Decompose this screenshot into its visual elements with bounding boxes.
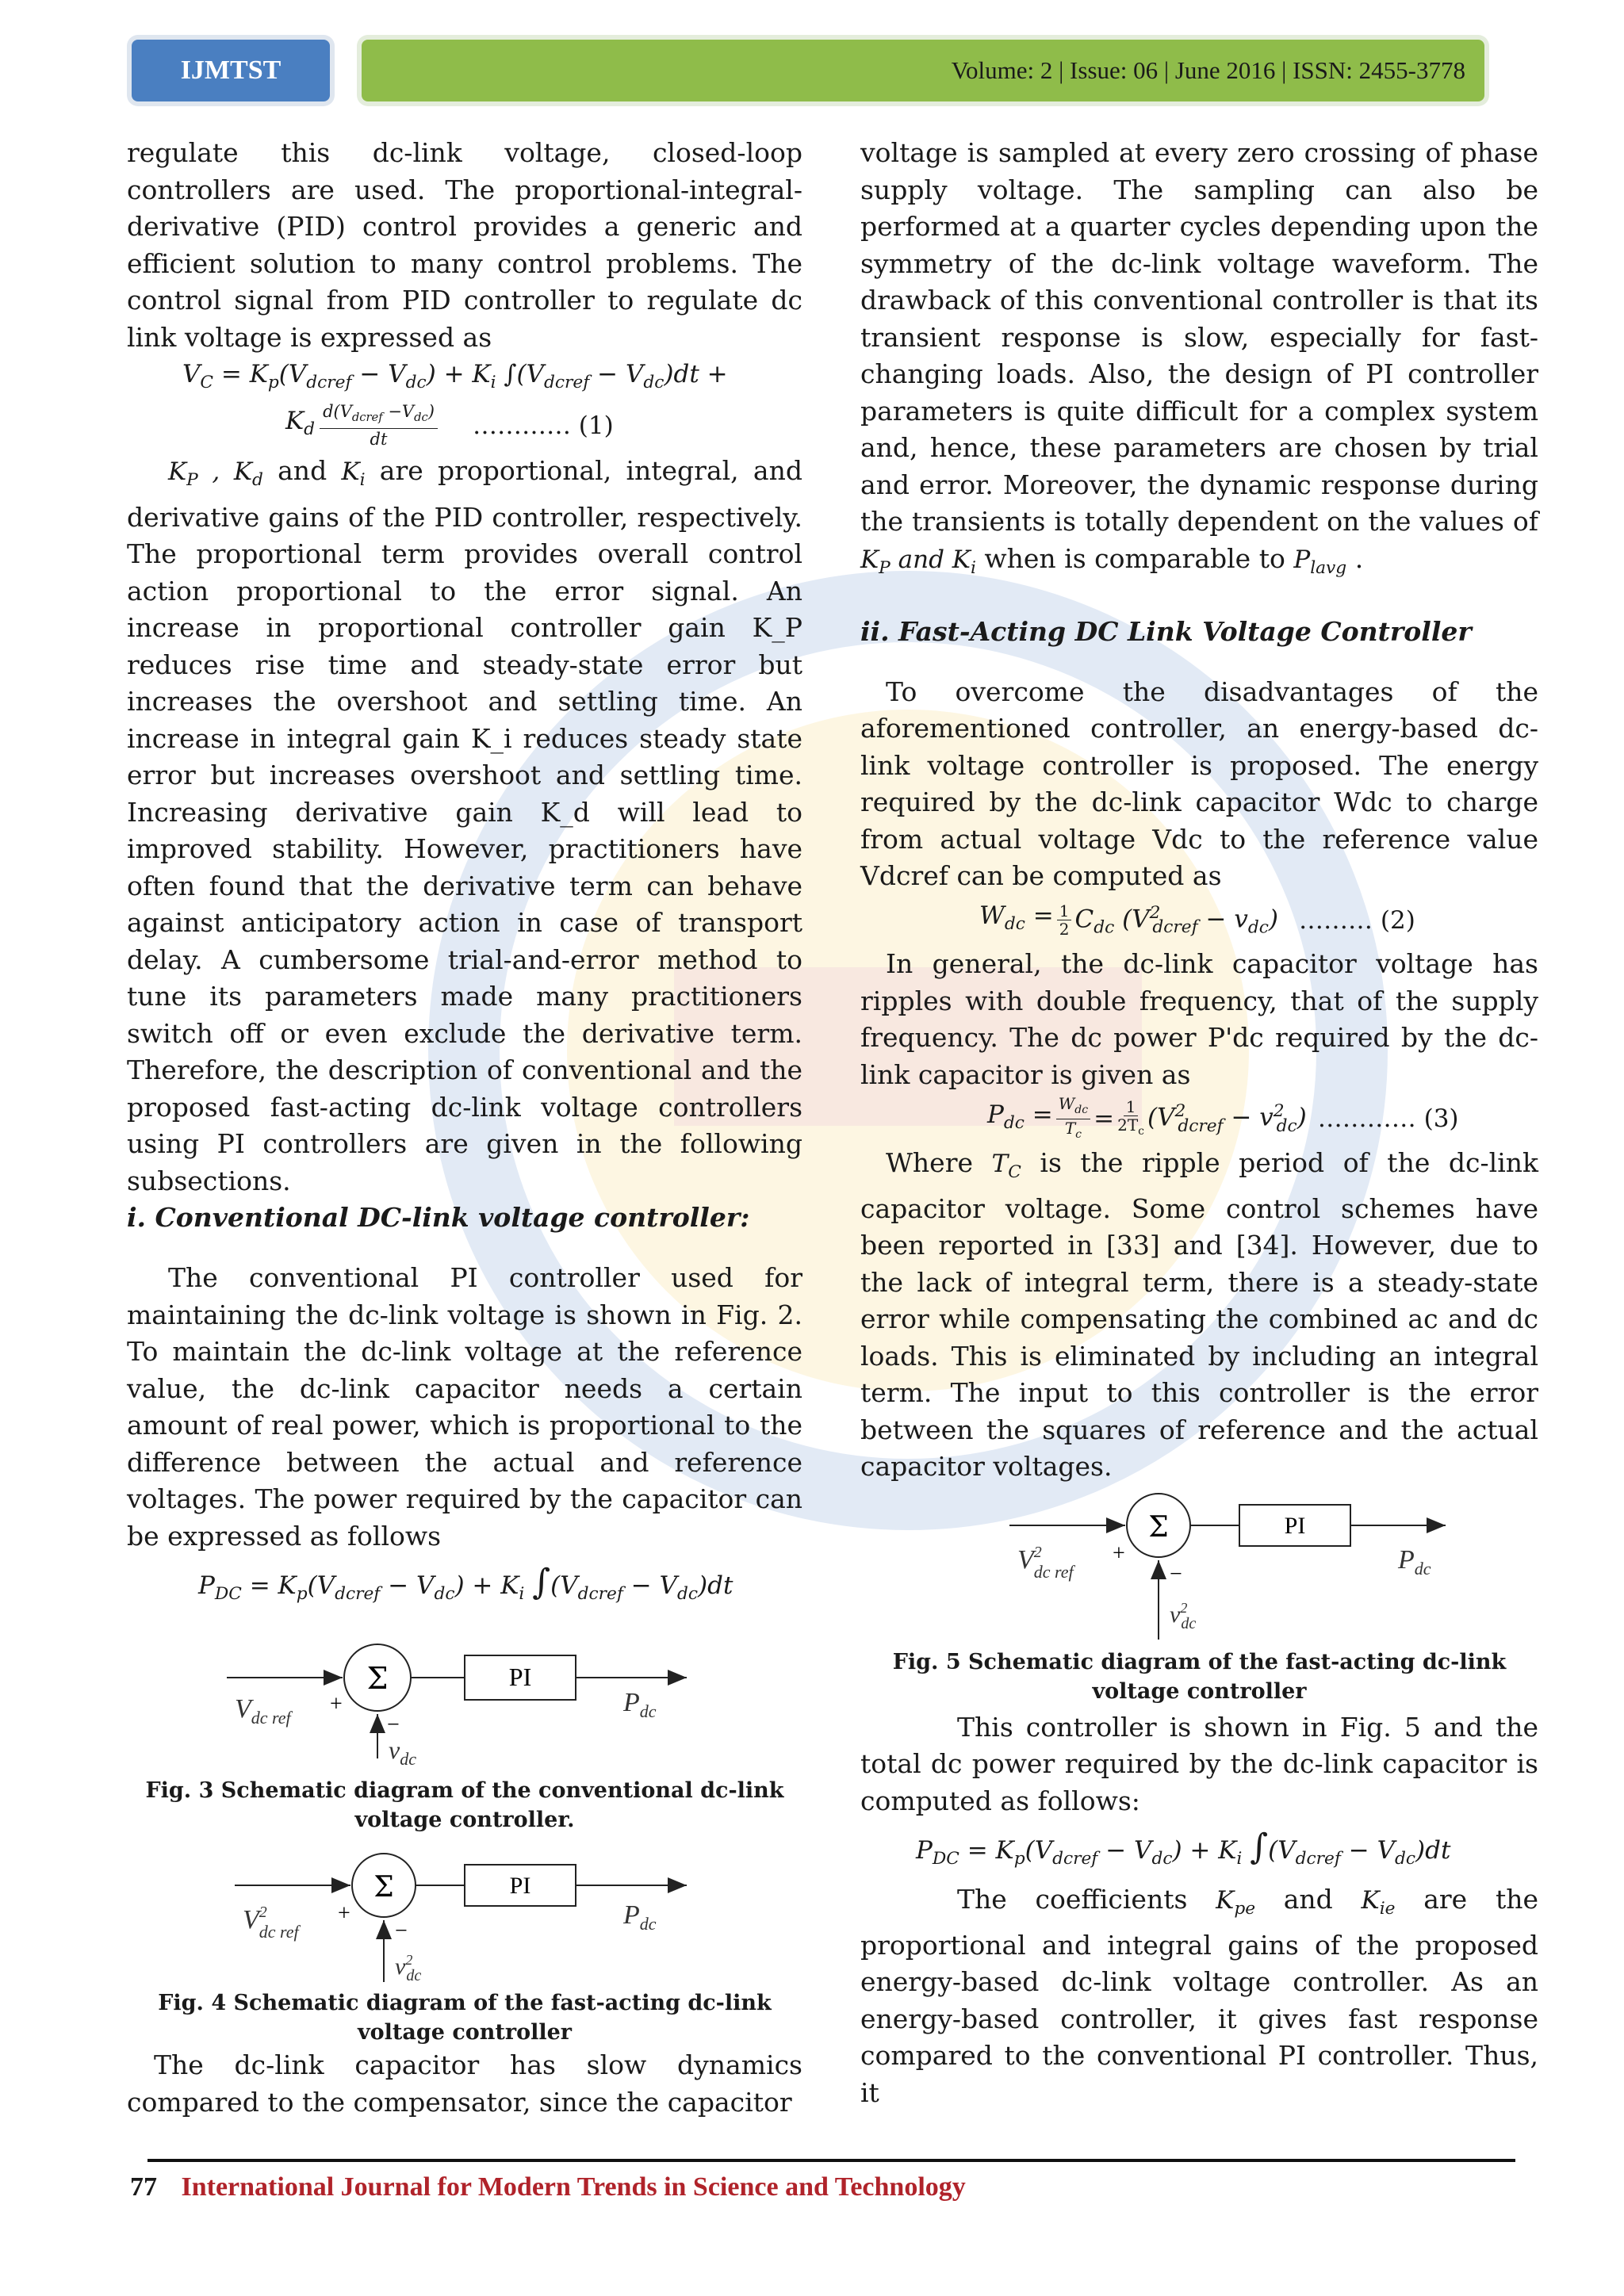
sum-symbol: Σ	[366, 1661, 389, 1697]
svg-text:v2dc: $v^2$ dc	[395, 1952, 422, 1984]
svg-text:V2dc ref: $V^2$ dc ref	[1017, 1543, 1074, 1582]
equation-1: $V_C = K_p(V_{dcref} - V_{dc}) + K_i$ $\int(V_{dcref} - V_{dc})dt$ +	[182, 360, 728, 393]
journal-name: International Journal for Modern Trends in Science and Technology	[181, 2172, 966, 2202]
svg-text:−: −	[395, 1919, 408, 1944]
journal-abbreviation: IJMTST	[132, 40, 330, 101]
equation-3: $P_{dc}$ = $W_{dc}$ $T_c$ = $\frac{1}{2T_c}$ $(V^2_{dcref} - v^2_{dc})$ ………… (3)	[987, 1093, 1459, 1141]
paragraph: voltage is sampled at every zero crossing of phase supply voltage. The sampling can also be performed at a quarter cycles depending upon the symmetry of the dc-link voltage waveform. The drawback of this conventional controller is that its transient response is slow, especially for fast-changing loads. Also, the design of PI controller parameters is quite difficult for a complex system and, hence, these parameters are chosen by trial and error. Moreover, the dynamic response during the transients is totally dependent on the values of $K_P$ and $K_i$ when is comparable to $P_{lavg}$ .	[860, 137, 1538, 578]
fig4-diagram	[211, 1849, 718, 1984]
equation-1-cont: $K_d$ $d(V_{dcref} -V_{dc})$ dt ………… (1)	[285, 402, 614, 450]
paragraph: Where $T_C$ is the ripple period of the dc-link capacitor voltage. Some control schemes have been reported in [33] and [34]. However, due to the lack of integral term, there is a steady-state error while compensating the combined ac and dc loads. This is eliminated by including an integral term. The input to this controller is the error between the squares of reference and the actual capacitor voltages.	[860, 1146, 1538, 1483]
paragraph: To overcome the disadvantages of the aforementioned controller, an energy-based dc-link voltage controller is proposed. The energy required by the dc-link capacitor Wdc to charge from actual voltage Vdc to the reference value Vdcref can be computed as	[860, 675, 1538, 892]
svg-text:+: +	[338, 1901, 350, 1927]
equation-pdc-2: $P_{DC} = K_p(V_{dcref} - V_{dc}) + K_i$ $\int(V_{dcref} - V_{dc})dt$	[916, 1827, 1451, 1869]
svg-text:Σ: Σ	[373, 1871, 394, 1904]
equation-number: ………… (1)	[472, 411, 614, 440]
issue-info: Volume: 2 | Issue: 06 | June 2016 | ISSN: 2455-3778	[362, 40, 1484, 101]
section-heading: i. Conventional DC-link voltage controller:	[127, 1202, 750, 1234]
svg-text:+: +	[330, 1692, 343, 1717]
page-number: 77	[130, 2172, 157, 2202]
fig5-caption: Fig. 5 Schematic diagram of the fast-acting dc-link voltage controller	[892, 1649, 1507, 1704]
svg-text:Σ: Σ	[1147, 1510, 1169, 1544]
paragraph: This controller is shown in Fig. 5 and the total dc power required by the dc-link capacitor is computed as follows:	[860, 1711, 1538, 1816]
left-column	[127, 135, 802, 2121]
footer-rule	[147, 2159, 1515, 2162]
svg-text:Pdc: $P_{dc}$	[623, 1688, 657, 1722]
fig3-diagram	[211, 1632, 718, 1766]
svg-text:vdc: $v_{dc}$	[389, 1735, 416, 1767]
svg-text:Vdc ref: $V_{dc ref}$	[235, 1694, 291, 1728]
paragraph: The coefficients $K_{pe}$ and $K_{ie}$ are the proportional and integral gains of the proposed energy-based dc-link voltage controller. As an energy-based controller, it gives fast response compared to the conventional PI controller. Thus, it	[860, 1883, 1538, 2108]
fig3-caption: Fig. 3 Schematic diagram of the conventional dc-link voltage controller.	[145, 1778, 784, 1833]
fig5-diagram	[946, 1489, 1454, 1647]
svg-text:+: +	[1112, 1540, 1125, 1566]
pi-label: PI	[508, 1663, 532, 1692]
svg-text:PI: PI	[1284, 1512, 1305, 1539]
paragraph: In general, the dc-link capacitor voltage has ripples with double frequency, that of the supply frequency. The dc power P'dc required by the dc-link capacitor is given as	[860, 948, 1538, 1090]
svg-text:PI: PI	[509, 1873, 531, 1900]
svg-text:−: −	[1169, 1561, 1182, 1586]
svg-text:Pdc: $P_{dc}$	[1397, 1544, 1431, 1578]
svg-text:V2dc ref: $V^2$ dc ref	[243, 1904, 299, 1942]
svg-text:−: −	[387, 1712, 400, 1738]
paragraph: The conventional PI controller used for maintaining the dc-link voltage is shown in Fig. 2. To maintain the dc-link voltage at the reference value, the dc-link capacitor needs a certain amount of real power, which is proportional to the difference between the actual and reference voltages. The power required by the capacitor can be expressed as follows	[127, 1262, 802, 1552]
paragraph: regulate this dc-link voltage, closed-loop controllers are used. The proportional-integral-derivative (PID) control provides a generic and efficient solution to many control problems. The control signal from PID controller to regulate dc link voltage is expressed as	[127, 137, 802, 353]
svg-text:v2dc: $v^2$ dc	[1169, 1599, 1196, 1632]
paragraph: $K_P$ , $K_d$ and $K_i$ are proportional, integral, and derivative gains of the PID controller, respectively. The proportional term provides overall control action proportional to the error signal. An increase in proportional controller gain K_P reduces rise time and steady-state error but increases the overshoot and settling time. An increase in integral gain K_i reduces steady state error but increases overshoot and settling time. Increasing derivative gain K_d will lead to improved stability. However, practitioners have often found that the derivative term can behave against anticipatory action in case of transport delay. A cumbersome trial-and-error method to tune its parameters made many practitioners switch off or even exclude the derivative term. Therefore, the description of conventional and the proposed fast-acting dc-link voltage controllers using PI controllers are given in the following subsections.	[127, 455, 802, 1196]
equation-2: $W_{dc}$ = $\frac{1}{2}$ $C_{dc}$ $(V^2_{dcref} - v_{dc})$ ……… (2)	[979, 901, 1415, 939]
section-heading: ii. Fast-Acting DC Link Voltage Controller	[860, 615, 1472, 647]
svg-text:Pdc: $P_{dc}$	[623, 1900, 657, 1934]
right-column	[860, 135, 1538, 2111]
page-footer	[130, 2172, 966, 2202]
paragraph: The dc-link capacitor has slow dynamics compared to the compensator, since the capacitor	[127, 2049, 802, 2118]
equation-pdc: $P_{DC} = K_p(V_{dcref} - V_{dc}) + K_i$ $\int(V_{dcref} - V_{dc})dt$	[198, 1562, 733, 1605]
fig4-caption: Fig. 4 Schematic diagram of the fast-acting dc-link voltage controller	[158, 1991, 772, 2045]
